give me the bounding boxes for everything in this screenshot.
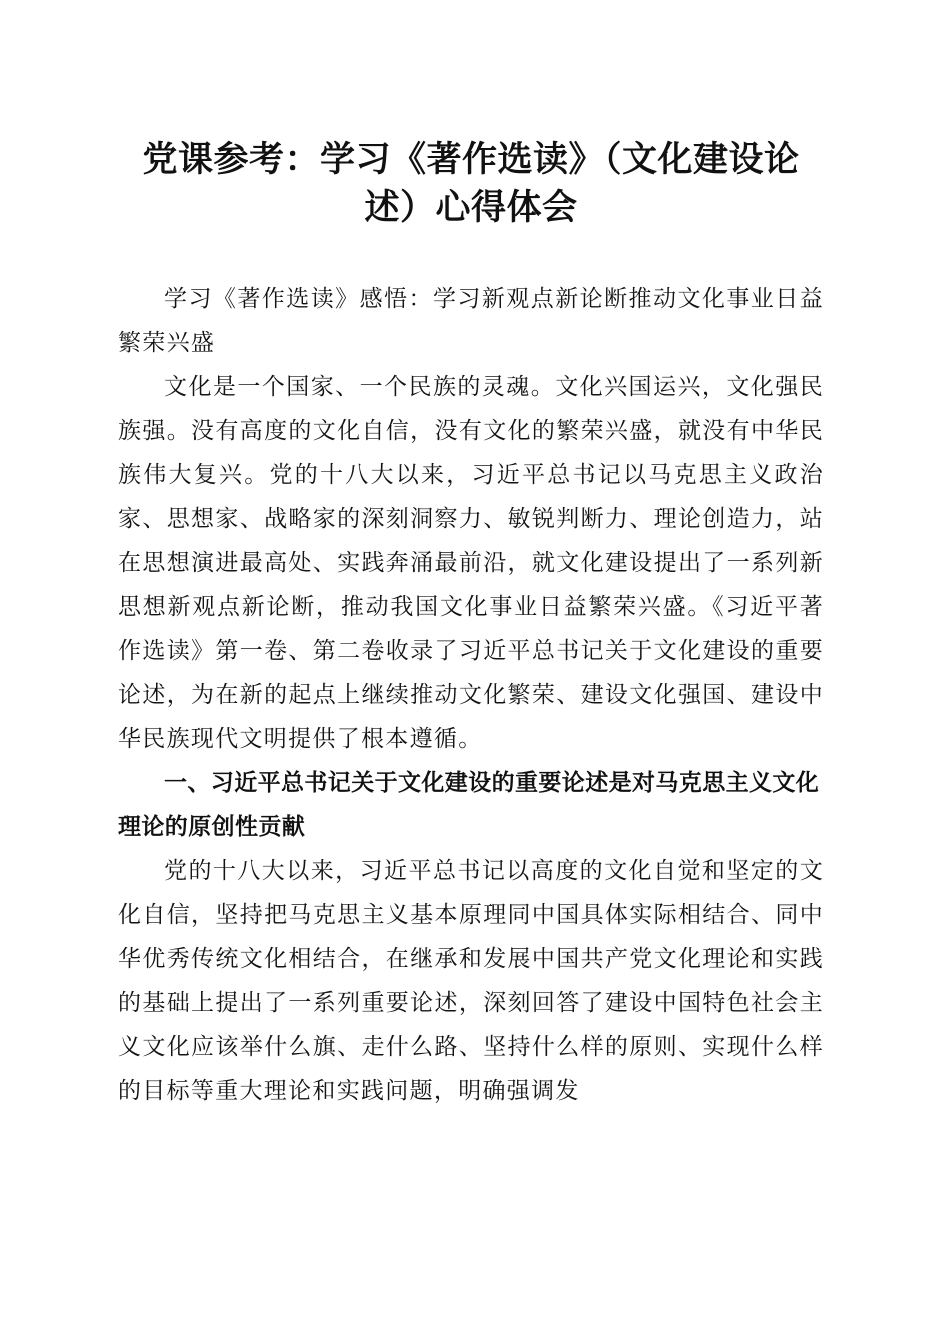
document-title: 党课参考：学习《著作选读》（文化建设论述）心得体会 (142, 140, 800, 228)
document-body (118, 277, 824, 1113)
section-1-paragraph: 党的十八大以来，习近平总书记以高度的文化自觉和坚定的文化自信，坚持把马克思主义基本原理同中国具体实际相结合、同中华优秀传统文化相结合，在继承和发展中国共产党文化理论和实践的基础上提出了一系列重要论述，深刻回答了建设中国特色社会主义文化应该举什么旗、走什么路、坚持什么样的原则、实现什么样的目标等重大理论和实践问题，明确强调发 (118, 858, 824, 1104)
section-heading-1: 一、习近平总书记关于文化建设的重要论述是对马克思主义文化理论的原创性贡献 (118, 770, 820, 840)
intro-paragraph: 文化是一个国家、一个民族的灵魂。文化兴国运兴，文化强民族强。没有高度的文化自信，没有文化的繁荣兴盛，就没有中华民族伟大复兴。党的十八大以来，习近平总书记以马克思主义政治家、思想家、战略家的深刻洞察力、敏锐判断力、理论创造力，站在思想演进最高处、实践奔涌最前沿，就文化建设提出了一系列新思想新观点新论断，推动我国文化事业日益繁荣兴盛。《习近平著作选读》第一卷、第二卷收录了习近平总书记关于文化建设的重要论述，为在新的起点上继续推动文化繁荣、建设文化强国、建设中华民族现代文明提供了根本遵循。 (118, 374, 824, 752)
subtitle-paragraph: 学习《著作选读》感悟：学习新观点新论断推动文化事业日益繁荣兴盛 (118, 286, 824, 356)
